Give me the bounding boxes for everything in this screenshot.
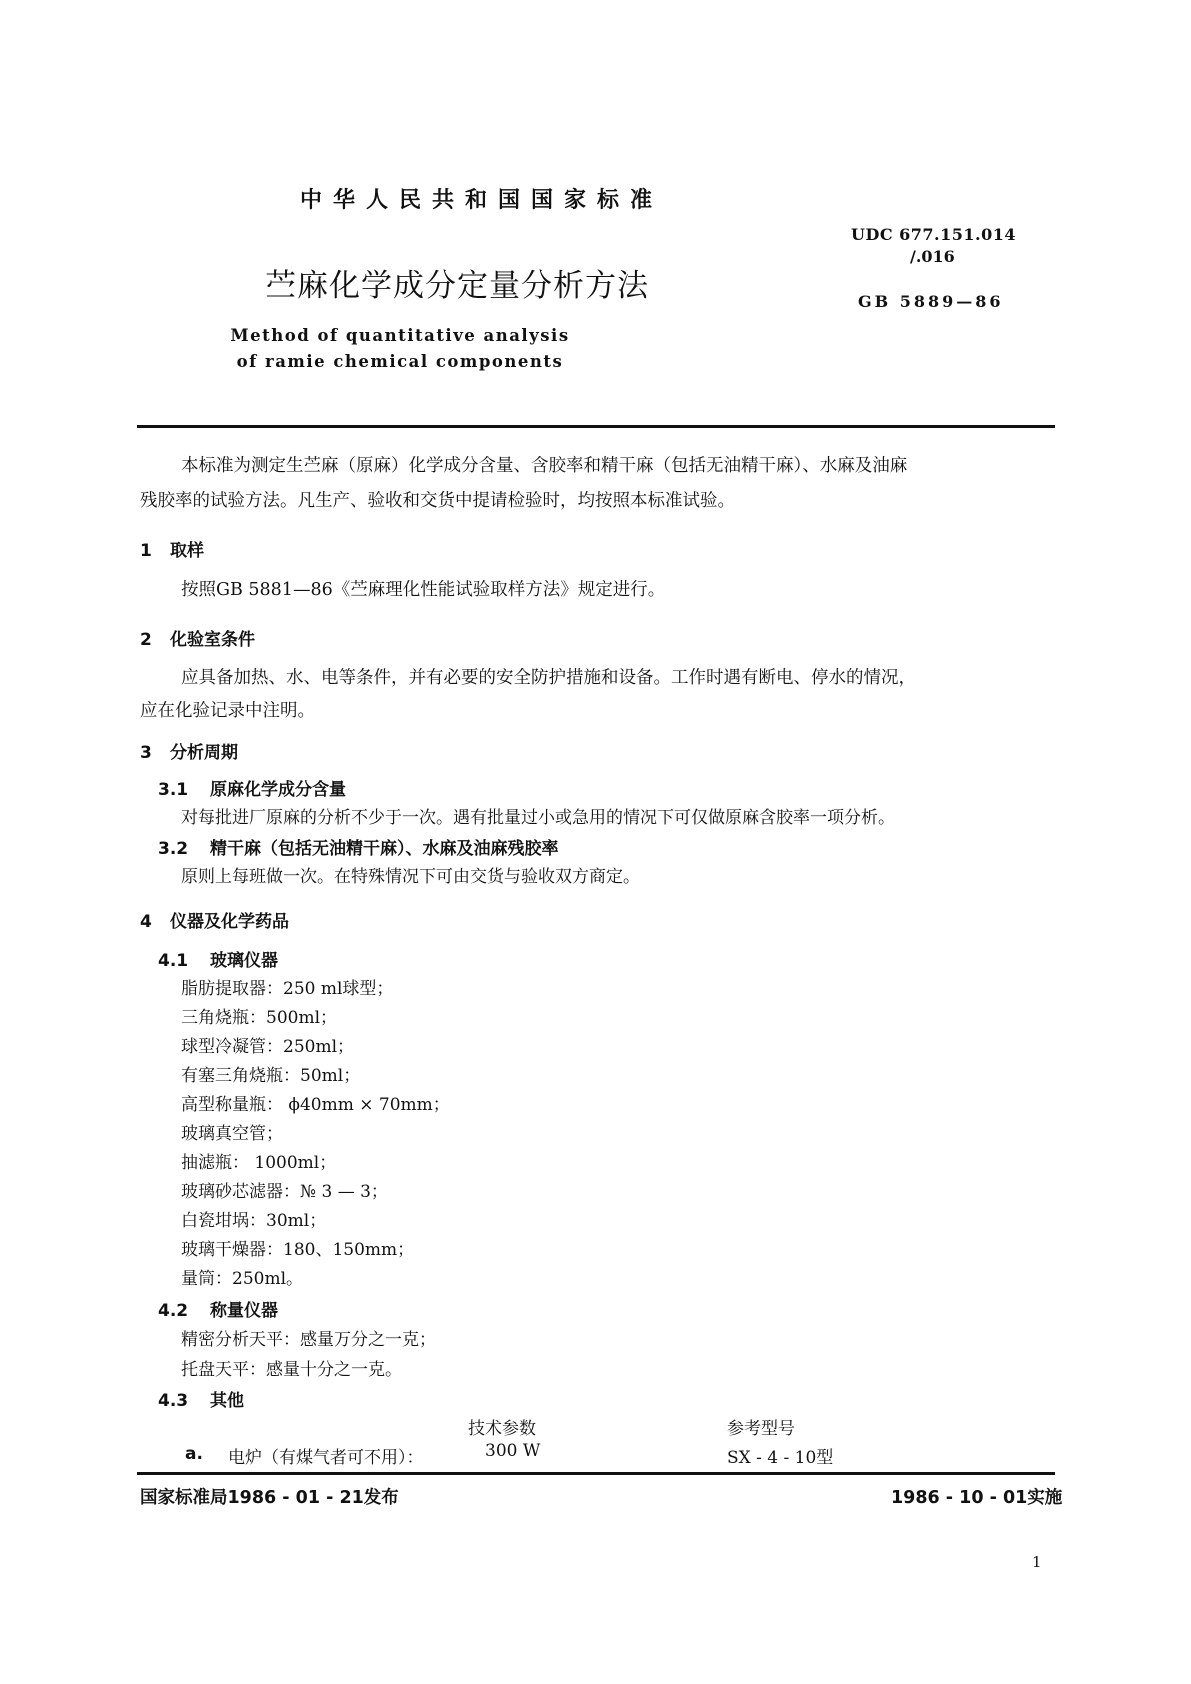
udc-code-line2: /.016 — [910, 247, 955, 266]
subsection-title: 原麻化学成分含量 — [210, 780, 346, 800]
list-item: 托盘天平：感量十分之一克。 — [181, 1360, 402, 1380]
column-header-model: 参考型号 — [727, 1419, 795, 1439]
list-item: 有塞三角烧瓶：50ml； — [181, 1066, 361, 1086]
section-number: 1 — [140, 541, 152, 561]
list-item: 高型称量瓶： ϕ40mm × 70mm； — [181, 1095, 450, 1115]
list-item: 球型冷凝管：250ml； — [181, 1037, 355, 1057]
list-item: 玻璃砂芯滤器：№ 3 — 3； — [181, 1182, 388, 1202]
row-a-model: SX - 4 - 10型 — [727, 1448, 834, 1468]
list-item: 玻璃干燥器：180、150mm； — [181, 1240, 415, 1260]
page-number: 1 — [1032, 1553, 1042, 1571]
subsection-3-1-text: 对每批进厂原麻的分析不少于一次。遇有批量过小或急用的情况下可仅做原麻含胶率一项分析。 — [181, 808, 895, 828]
column-header-parameters: 技术参数 — [468, 1419, 536, 1439]
footer-divider — [137, 1472, 1055, 1475]
intro-line-2: 残胶率的试验方法。凡生产、验收和交货中提请检验时，均按照本标准试验。 — [140, 491, 735, 511]
subsection-4-3-heading — [158, 1386, 244, 1411]
subsection-3-2-text: 原则上每班做一次。在特殊情况下可由交货与验收双方商定。 — [181, 867, 640, 887]
subsection-title: 其他 — [210, 1391, 244, 1411]
section-number: 2 — [140, 630, 152, 650]
standard-header: 中华人民共和国国家标准 — [300, 188, 664, 213]
list-item: 玻璃真空管； — [181, 1124, 283, 1144]
subsection-number: 4.2 — [158, 1301, 189, 1321]
row-a-parameter: 300 W — [485, 1441, 541, 1461]
list-item: 量筒：250ml。 — [181, 1269, 304, 1289]
section-3-heading — [140, 738, 238, 763]
udc-code-line1: UDC 677.151.014 — [851, 225, 1016, 244]
section-title: 取样 — [170, 541, 204, 561]
section-1-text: 按照GB 5881—86《苎麻理化性能试验取样方法》规定进行。 — [181, 580, 666, 600]
section-1-heading — [140, 536, 204, 561]
section-2-heading — [140, 625, 255, 650]
section-title: 化验室条件 — [170, 630, 255, 650]
section-4-heading — [140, 907, 289, 932]
english-title-line1: Method of quantitative analysis — [230, 326, 570, 345]
section-title: 分析周期 — [170, 743, 238, 763]
document-title: 苎麻化学成分定量分析方法 — [265, 268, 649, 304]
subsection-4-1-heading — [158, 946, 278, 971]
subsection-title: 玻璃仪器 — [210, 951, 278, 971]
list-item: 三角烧瓶：500ml； — [181, 1008, 338, 1028]
subsection-3-1-heading — [158, 775, 346, 800]
section-2-line-1: 应具备加热、水、电等条件，并有必要的安全防护措施和设备。工作时遇有断电、停水的情况， — [181, 668, 916, 688]
section-title: 仪器及化学药品 — [170, 912, 289, 932]
subsection-number: 3.2 — [158, 839, 189, 859]
subsection-title: 称量仪器 — [210, 1301, 278, 1321]
list-item: 脂肪提取器：250 ml球型； — [181, 979, 394, 999]
gb-standard-code: GB 5889—86 — [858, 292, 1004, 311]
subsection-title: 精干麻（包括无油精干麻）、水麻及油麻残胶率 — [210, 839, 559, 859]
list-item: 白瓷坩埚：30ml； — [181, 1211, 327, 1231]
row-a-name: 电炉（有煤气者可不用）： — [228, 1448, 424, 1468]
row-a-label: a. — [185, 1444, 203, 1464]
subsection-number: 4.3 — [158, 1391, 189, 1411]
english-title-line2: of ramie chemical components — [236, 352, 564, 371]
section-number: 3 — [140, 743, 152, 763]
list-item: 抽滤瓶： 1000ml； — [181, 1153, 337, 1173]
list-item: 精密分析天平：感量万分之一克； — [181, 1330, 436, 1350]
section-2-line-2: 应在化验记录中注明。 — [140, 701, 315, 721]
section-number: 4 — [140, 912, 152, 932]
issue-date: 国家标准局1986 - 01 - 21发布 — [140, 1488, 399, 1508]
effective-date: 1986 - 10 - 01实施 — [891, 1488, 1063, 1508]
subsection-number: 4.1 — [158, 951, 189, 971]
header-divider — [137, 425, 1055, 428]
intro-line-1: 本标准为测定生苎麻（原麻）化学成分含量、含胶率和精干麻（包括无油精干麻）、水麻及油麻 — [181, 456, 908, 476]
subsection-number: 3.1 — [158, 780, 189, 800]
subsection-4-2-heading — [158, 1296, 278, 1321]
subsection-3-2-heading — [158, 834, 559, 859]
